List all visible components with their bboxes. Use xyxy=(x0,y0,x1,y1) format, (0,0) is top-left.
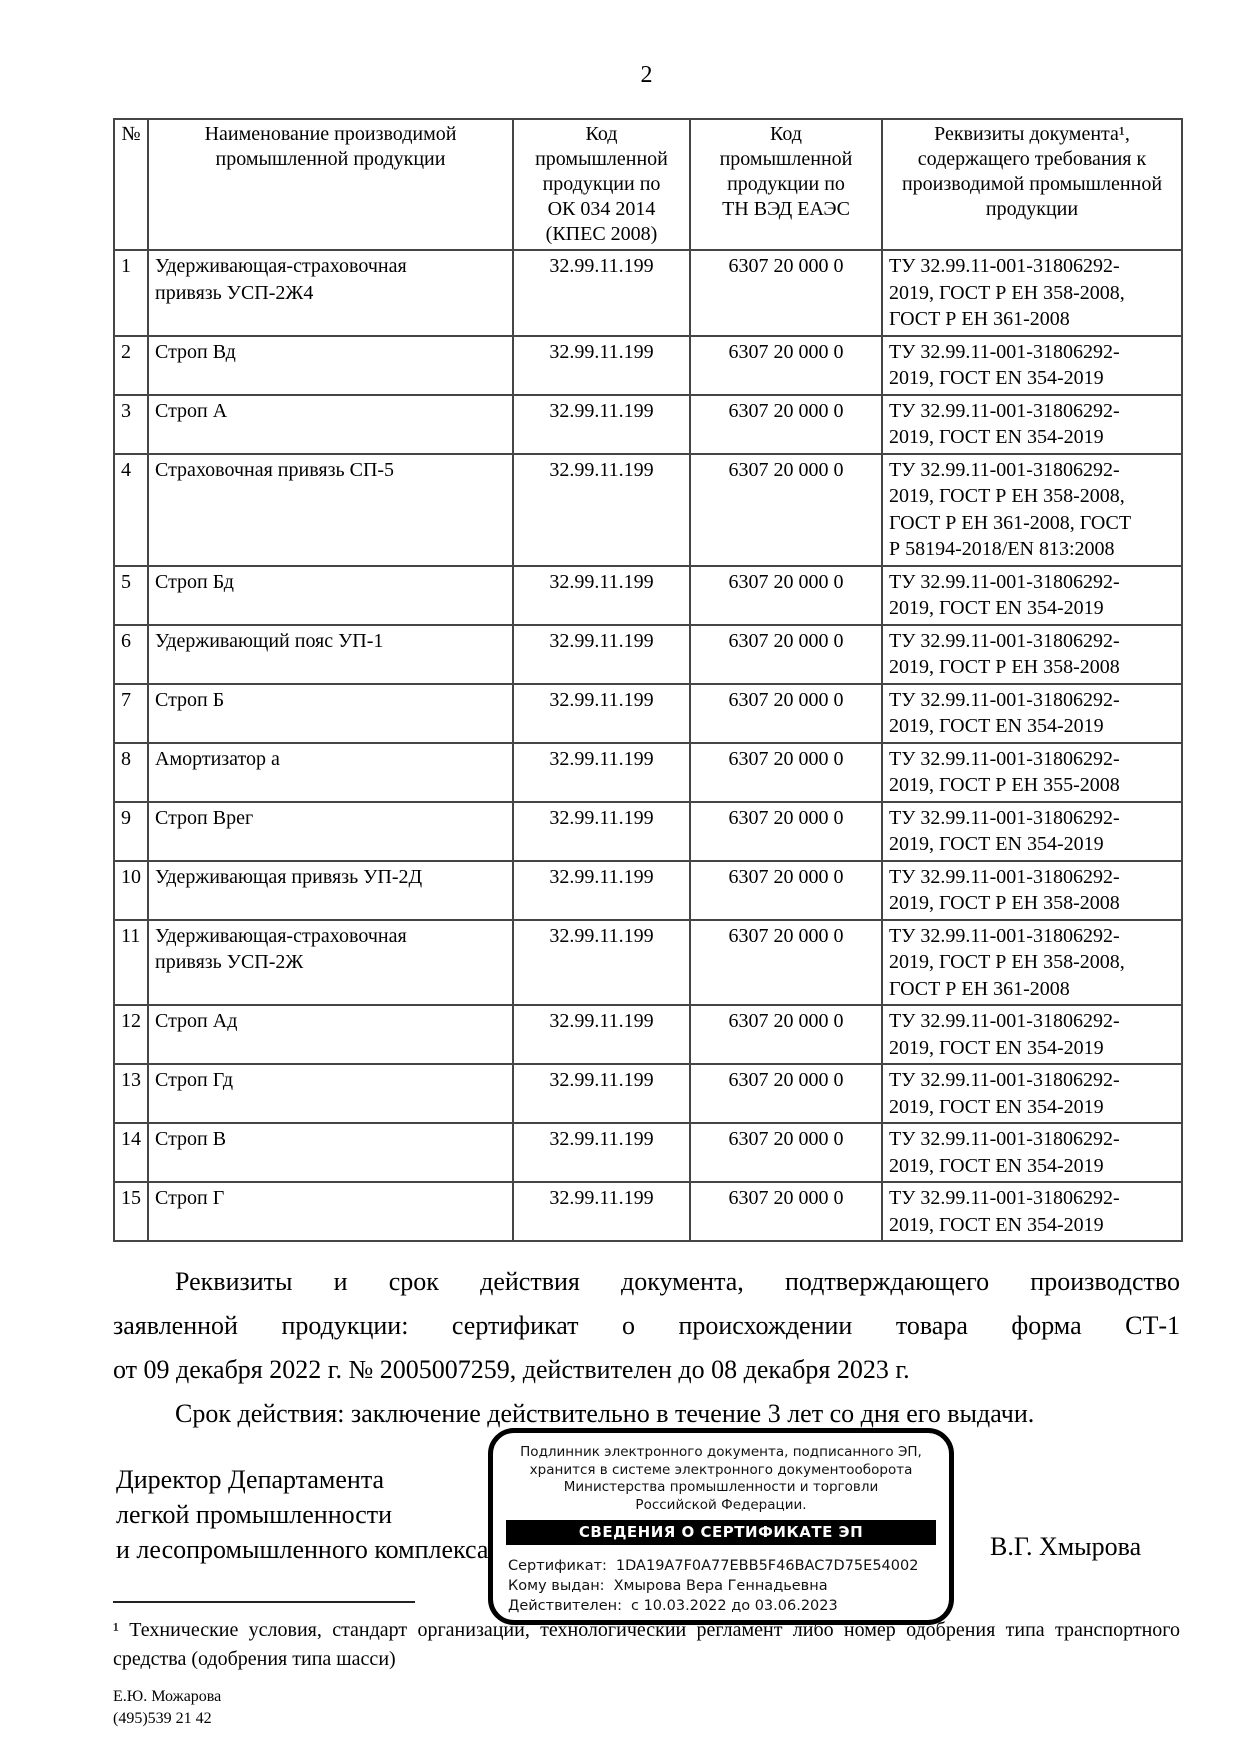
contact-name: Е.Ю. Можарова xyxy=(113,1688,222,1705)
header-okpd-code: Код промышленной продукции по ОК 034 2014 (КПЕС 2008) xyxy=(513,119,690,250)
cell-tnved-code: 6307 20 000 0 xyxy=(690,1005,882,1064)
cell-row-number: 10 xyxy=(114,861,148,920)
cell-row-number: 1 xyxy=(114,250,148,336)
cell-product-name: Удерживающая привязь УП-2Д xyxy=(148,861,513,920)
cell-product-name: Строп А xyxy=(148,395,513,454)
stamp-valid-label: Действителен: xyxy=(508,1598,622,1614)
cell-requisites: ТУ 32.99.11-001-31806292- 2019, ГОСТ EN 354-2019 xyxy=(882,684,1182,743)
cell-requisites: ТУ 32.99.11-001-31806292- 2019, ГОСТ EN 354-2019 xyxy=(882,1064,1182,1123)
products-table-wrapper xyxy=(113,118,1183,1242)
cell-row-number: 15 xyxy=(114,1182,148,1241)
cell-okpd-code: 32.99.11.199 xyxy=(513,861,690,920)
stamp-details xyxy=(508,1556,949,1616)
table-row xyxy=(114,566,1182,625)
cell-row-number: 11 xyxy=(114,920,148,1006)
cell-row-number: 3 xyxy=(114,395,148,454)
table-row xyxy=(114,454,1182,566)
cell-row-number: 12 xyxy=(114,1005,148,1064)
cell-tnved-code: 6307 20 000 0 xyxy=(690,566,882,625)
cell-row-number: 7 xyxy=(114,684,148,743)
cell-product-name: Строп Вд xyxy=(148,336,513,395)
cell-okpd-code: 32.99.11.199 xyxy=(513,1064,690,1123)
table-row xyxy=(114,861,1182,920)
cell-requisites: ТУ 32.99.11-001-31806292- 2019, ГОСТ EN 354-2019 xyxy=(882,802,1182,861)
cell-okpd-code: 32.99.11.199 xyxy=(513,1123,690,1182)
cell-requisites: ТУ 32.99.11-001-31806292- 2019, ГОСТ EN 354-2019 xyxy=(882,395,1182,454)
footnote-separator xyxy=(113,1601,415,1603)
cell-tnved-code: 6307 20 000 0 xyxy=(690,395,882,454)
cell-requisites: ТУ 32.99.11-001-31806292- 2019, ГОСТ EN 354-2019 xyxy=(882,1005,1182,1064)
cell-product-name: Удерживающая-страховочная привязь УСП-2Ж xyxy=(148,920,513,1006)
cell-requisites: ТУ 32.99.11-001-31806292- 2019, ГОСТ Р ЕН 358-2008, ГОСТ Р ЕН 361-2008 xyxy=(882,920,1182,1006)
cell-tnved-code: 6307 20 000 0 xyxy=(690,250,882,336)
cell-tnved-code: 6307 20 000 0 xyxy=(690,684,882,743)
cell-tnved-code: 6307 20 000 0 xyxy=(690,1123,882,1182)
header-num: № xyxy=(114,119,148,250)
cell-product-name: Строп Бд xyxy=(148,566,513,625)
table-row xyxy=(114,743,1182,802)
table-row xyxy=(114,250,1182,336)
stamp-valid-value: с 10.03.2022 до 03.06.2023 xyxy=(630,1598,838,1614)
e-signature-stamp xyxy=(488,1428,954,1625)
table-row xyxy=(114,920,1182,1006)
table-row xyxy=(114,1123,1182,1182)
cell-okpd-code: 32.99.11.199 xyxy=(513,250,690,336)
cell-product-name: Удерживающая-страховочная привязь УСП-2Ж4 xyxy=(148,250,513,336)
body-paragraphs xyxy=(113,1260,1180,1436)
cell-row-number: 2 xyxy=(114,336,148,395)
cell-requisites: ТУ 32.99.11-001-31806292- 2019, ГОСТ Р ЕН 358-2008 xyxy=(882,861,1182,920)
cell-tnved-code: 6307 20 000 0 xyxy=(690,743,882,802)
paragraph-requisites-line3: от 09 декабря 2022 г. № 2005007259, действителен до 08 декабря 2023 г. xyxy=(113,1355,910,1384)
header-product-name: Наименование производимой промышленной продукции xyxy=(148,119,513,250)
paragraph-requisites-line1: Реквизиты и срок действия документа, подтверждающего производство xyxy=(175,1267,1180,1296)
cell-row-number: 9 xyxy=(114,802,148,861)
cell-requisites: ТУ 32.99.11-001-31806292- 2019, ГОСТ EN 354-2019 xyxy=(882,1182,1182,1241)
cell-product-name: Строп Ад xyxy=(148,1005,513,1064)
cell-row-number: 8 xyxy=(114,743,148,802)
paragraph-validity: Срок действия: заключение действительно в течение 3 лет со дня его выдачи. xyxy=(175,1399,1035,1428)
stamp-certificate-value: 1DA19A7F0A77EBB5F46BAC7D75E54002 xyxy=(615,1558,919,1574)
cell-tnved-code: 6307 20 000 0 xyxy=(690,1182,882,1241)
product-table-body xyxy=(114,250,1182,1241)
cell-tnved-code: 6307 20 000 0 xyxy=(690,861,882,920)
cell-requisites: ТУ 32.99.11-001-31806292- 2019, ГОСТ EN 354-2019 xyxy=(882,336,1182,395)
stamp-certificate-banner: СВЕДЕНИЯ О СЕРТИФИКАТЕ ЭП xyxy=(506,1520,936,1545)
table-row xyxy=(114,1005,1182,1064)
cell-row-number: 14 xyxy=(114,1123,148,1182)
paragraph-requisites-line2: заявленной продукции: сертификат о происхождении товара форма СТ-1 xyxy=(113,1311,1180,1340)
cell-product-name: Строп В xyxy=(148,1123,513,1182)
table-row xyxy=(114,802,1182,861)
cell-requisites: ТУ 32.99.11-001-31806292- 2019, ГОСТ EN 354-2019 xyxy=(882,1123,1182,1182)
cell-okpd-code: 32.99.11.199 xyxy=(513,802,690,861)
cell-requisites: ТУ 32.99.11-001-31806292- 2019, ГОСТ EN 354-2019 xyxy=(882,566,1182,625)
cell-product-name: Страховочная привязь СП-5 xyxy=(148,454,513,566)
cell-product-name: Строп Врег xyxy=(148,802,513,861)
table-row xyxy=(114,684,1182,743)
cell-requisites: ТУ 32.99.11-001-31806292- 2019, ГОСТ Р ЕН 358-2008, ГОСТ Р ЕН 361-2008, ГОСТ Р 58194-2018/EN 813:2008 xyxy=(882,454,1182,566)
cell-row-number: 4 xyxy=(114,454,148,566)
header-row xyxy=(114,119,1182,250)
products-table-header xyxy=(114,119,1182,250)
stamp-certificate-label: Сертификат: xyxy=(508,1558,607,1574)
cell-okpd-code: 32.99.11.199 xyxy=(513,920,690,1006)
stamp-issued-value: Хмырова Вера Геннадьевна xyxy=(613,1578,828,1594)
stamp-issued-label: Кому выдан: xyxy=(508,1578,605,1594)
cell-product-name: Строп Б xyxy=(148,684,513,743)
page-number: 2 xyxy=(640,62,653,88)
cell-tnved-code: 6307 20 000 0 xyxy=(690,454,882,566)
cell-tnved-code: 6307 20 000 0 xyxy=(690,625,882,684)
cell-okpd-code: 32.99.11.199 xyxy=(513,1182,690,1241)
cell-okpd-code: 32.99.11.199 xyxy=(513,743,690,802)
cell-product-name: Строп Гд xyxy=(148,1064,513,1123)
products-table xyxy=(113,118,1183,1242)
header-tnved-code: Код промышленной продукции по ТН ВЭД ЕАЭС xyxy=(690,119,882,250)
stamp-valid-line xyxy=(508,1596,949,1616)
cell-tnved-code: 6307 20 000 0 xyxy=(690,920,882,1006)
table-row xyxy=(114,336,1182,395)
header-requisites: Реквизиты документа¹, содержащего требования к производимой промышленной продукции xyxy=(882,119,1182,250)
cell-row-number: 13 xyxy=(114,1064,148,1123)
cell-tnved-code: 6307 20 000 0 xyxy=(690,1064,882,1123)
cell-row-number: 5 xyxy=(114,566,148,625)
cell-tnved-code: 6307 20 000 0 xyxy=(690,336,882,395)
cell-okpd-code: 32.99.11.199 xyxy=(513,684,690,743)
table-row xyxy=(114,395,1182,454)
cell-row-number: 6 xyxy=(114,625,148,684)
contact-phone: (495)539 21 42 xyxy=(113,1710,212,1727)
cell-requisites: ТУ 32.99.11-001-31806292- 2019, ГОСТ Р ЕН 358-2008 xyxy=(882,625,1182,684)
cell-requisites: ТУ 32.99.11-001-31806292- 2019, ГОСТ Р ЕН 355-2008 xyxy=(882,743,1182,802)
cell-okpd-code: 32.99.11.199 xyxy=(513,395,690,454)
table-row xyxy=(114,1064,1182,1123)
stamp-header-text: Подлинник электронного документа, подписанного ЭП, хранится в системе электронного документооборота Министерства промышленности и торговли Российской Федерации. xyxy=(520,1444,922,1513)
cell-okpd-code: 32.99.11.199 xyxy=(513,336,690,395)
footnote-line1: ¹ Технические условия, стандарт организации, технологический регламент либо номер одобрения типа транспортного xyxy=(113,1619,1180,1641)
footnote-line2: средства (одобрения типа шасси) xyxy=(113,1648,396,1670)
stamp-certificate-line xyxy=(508,1556,949,1576)
cell-okpd-code: 32.99.11.199 xyxy=(513,1005,690,1064)
cell-product-name: Удерживающий пояс УП-1 xyxy=(148,625,513,684)
cell-okpd-code: 32.99.11.199 xyxy=(513,454,690,566)
signature-position: Директор Департамента легкой промышленности и лесопромышленного комплекса xyxy=(116,1465,489,1564)
cell-product-name: Строп Г xyxy=(148,1182,513,1241)
cell-okpd-code: 32.99.11.199 xyxy=(513,625,690,684)
table-row xyxy=(114,625,1182,684)
stamp-issued-line xyxy=(508,1576,949,1596)
contact-block xyxy=(113,1686,221,1730)
table-row xyxy=(114,1182,1182,1241)
cell-requisites: ТУ 32.99.11-001-31806292- 2019, ГОСТ Р ЕН 358-2008, ГОСТ Р ЕН 361-2008 xyxy=(882,250,1182,336)
cell-okpd-code: 32.99.11.199 xyxy=(513,566,690,625)
cell-tnved-code: 6307 20 000 0 xyxy=(690,802,882,861)
signature-name: В.Г. Хмырова xyxy=(990,1532,1142,1561)
cell-product-name: Амортизатор а xyxy=(148,743,513,802)
